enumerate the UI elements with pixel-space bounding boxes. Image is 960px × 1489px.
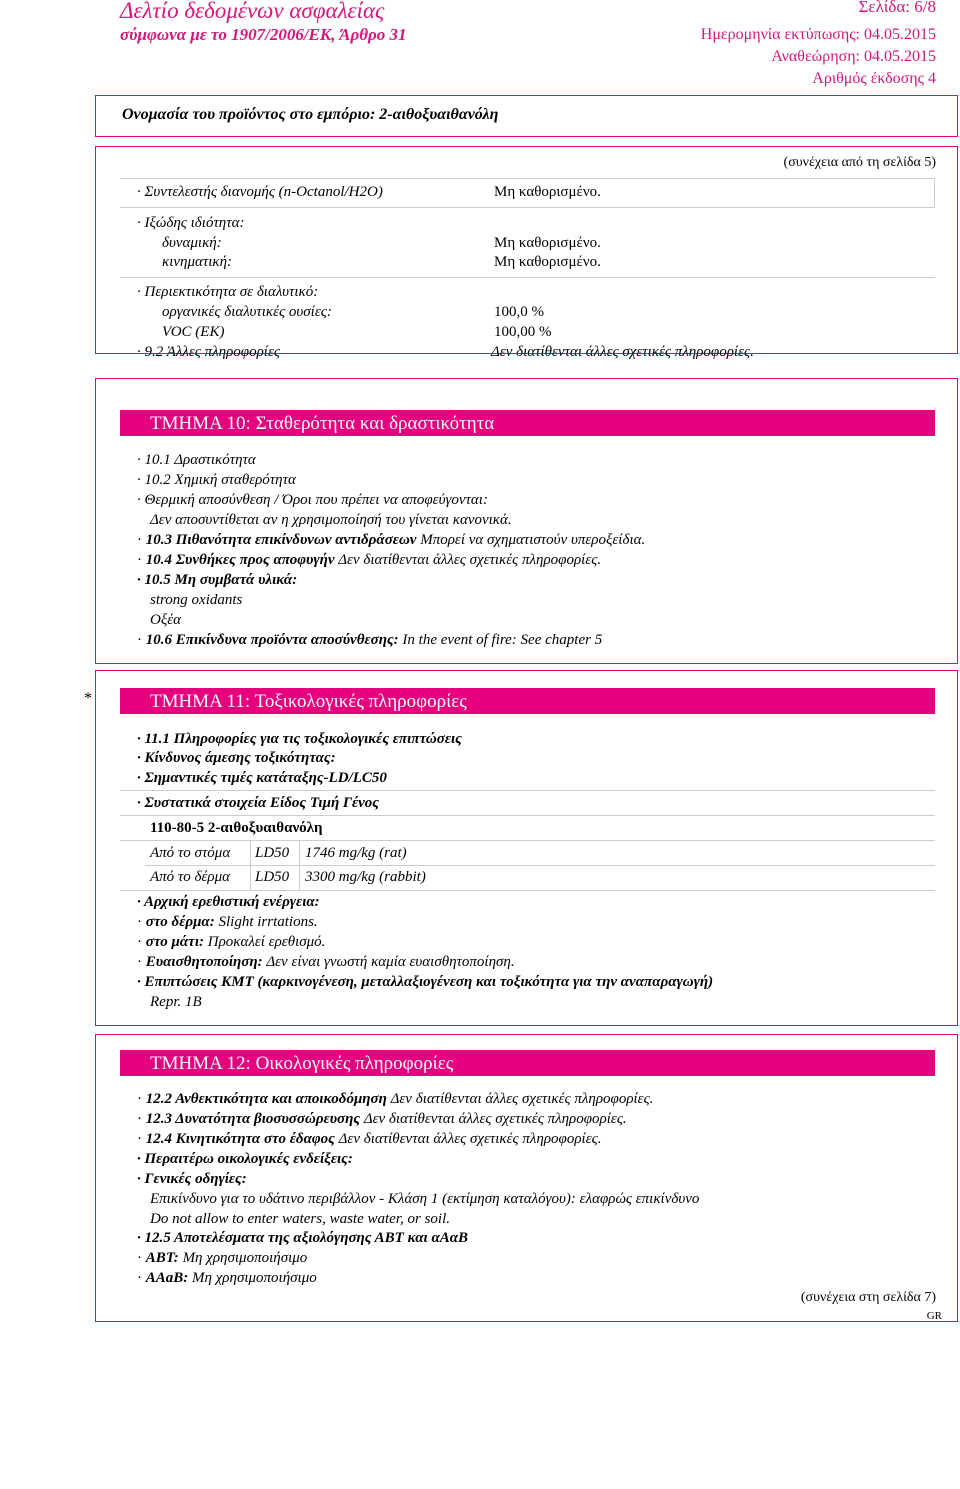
continued-from: (συνέχεια από τη σελίδα 5): [783, 155, 936, 170]
sec11-box-top: [95, 670, 958, 671]
s11-row2-type: LD50: [255, 869, 290, 885]
other-info-value: Δεν διατίθενται άλλες σχετικές πληροφορίες.: [491, 344, 754, 360]
document-title: Δελτίο δεδομένων ασφαλείας: [120, 0, 385, 23]
s12-water-hazard: Επικίνδυνο για το υδάτινο περιβάλλον - Κλάση 1 (εκτίμηση καταλόγου): ελαφρώς επικίνδυνο: [150, 1191, 700, 1207]
s11-table-rule-4: [145, 865, 935, 866]
organic-label: οργανικές διαλυτικές ουσίες:: [162, 304, 332, 320]
product-name: Ονομασία του προϊόντος στο εμπόριο: 2-αιθοξυαιθανόλη: [122, 106, 499, 123]
page-number: Σελίδα: 6/8: [858, 0, 936, 16]
s12-mobility-label: 12.4 Κινητικότητα στο έδαφος: [145, 1131, 335, 1147]
s12-pbt-results: · 12.5 Αποτελέσματα της αξιολόγησης ΑΒΤ και αΑαΒ: [137, 1230, 468, 1247]
s11-substance: 110-80-5 2-αιθοξυαιθανόλη: [150, 820, 323, 836]
viscosity-label: · Ιξώδης ιδιότητα:: [137, 215, 245, 232]
sec10-box-top: [95, 378, 958, 379]
s11-ld-lc50: · Σημαντικές τιμές κατάταξης-LD/LC50: [137, 770, 387, 787]
s10-decomposition-value: In the event of fire: See chapter 5: [402, 632, 603, 648]
sec12-box-top: [95, 1034, 958, 1035]
s11-sens-value: Δεν είναι γνωστή καμία ευαισθητοποίηση.: [266, 954, 515, 970]
s10-reactivity: · 10.1 Δραστικότητα: [137, 452, 256, 469]
s11-row1-value: 1746 mg/kg (rat): [305, 845, 407, 861]
s12-bioaccumulation-value: Δεν διατίθενται άλλες σχετικές πληροφορίες.: [363, 1111, 627, 1127]
s11-table-header: · Συστατικά στοιχεία Είδος Τιμή Γένος: [137, 795, 379, 812]
sec9-box-right: [957, 146, 958, 354]
s11-table-rule-3: [120, 840, 935, 841]
s12-vpvb-label: AAaB:: [145, 1270, 189, 1286]
sec10-box-bottom: [95, 663, 958, 664]
version-number: Αριθμός έκδοσης 4: [812, 70, 936, 87]
sec12-box-right: [957, 1034, 958, 1322]
s11-cmr-label: · Επιπτώσεις ΚΜΤ (καρκινογένεση, μεταλλαξιογένεση και τοξικότητα για την αναπαραγωγή): [137, 974, 713, 991]
sec9-row2-bottom: [120, 277, 935, 278]
print-date: Ημερομηνία εκτύπωσης: 04.05.2015: [700, 26, 936, 43]
document-subtitle: σύμφωνα με το 1907/2006/ΕΚ, Άρθρο 31: [120, 25, 407, 44]
s11-table-rule-5: [120, 890, 935, 891]
s11-row2-value: 3300 mg/kg (rabbit): [305, 869, 426, 885]
s12-bioaccumulation-label: 12.3 Δυνατότητα βιοσυσσώρευσης: [145, 1111, 361, 1127]
section-10-title: ΤΜΗΜΑ 10: Σταθερότητα και δραστικότητα: [150, 413, 495, 434]
product-box-bottom: [95, 136, 958, 137]
sec9-box-left: [95, 146, 96, 354]
sec10-box-right: [957, 378, 958, 664]
s11-row1-type: LD50: [255, 845, 290, 861]
s12-persistence-label: 12.2 Ανθεκτικότητα και αποικοδόμηση: [145, 1091, 387, 1107]
s12-mobility-value: Δεν διατίθενται άλλες σχετικές πληροφορίες.: [338, 1131, 602, 1147]
s10-incompatible-2: Οξέα: [150, 612, 182, 628]
continued-to: (συνέχεια στη σελίδα 7): [800, 1290, 936, 1305]
revision-date: Αναθεώρηση: 04.05.2015: [771, 48, 936, 65]
s10-hazardous-reactions-label: 10.3 Πιθανότητα επικίνδυνων αντιδράσεων: [145, 532, 417, 548]
language-code: GR: [926, 1310, 942, 1322]
s10-hazardous-reactions-value: Μπορεί να σχηματιστούν υπεροξείδια.: [420, 532, 646, 548]
s11-table-col-1: [250, 840, 251, 890]
s10-incompatible: · 10.5 Μη συμβατά υλικά:: [137, 572, 297, 589]
s12-general: · Γενικές οδηγίες:: [137, 1171, 247, 1188]
s11-cmr-value: Repr. 1B: [150, 994, 202, 1010]
sec12-box-bottom: [95, 1321, 958, 1322]
sec9-box-top: [95, 146, 958, 147]
other-info-label: · 9.2 Άλλες πληροφορίες: [137, 344, 280, 361]
section-11-header: [120, 688, 935, 714]
s10-thermal: · Θερμική αποσύνθεση / Όροι που πρέπει να αποφεύγονται:: [137, 492, 488, 509]
section-12-title: ΤΜΗΜΑ 12: Οικολογικές πληροφορίες: [150, 1053, 454, 1074]
s12-pbt-value: Μη χρησιμοποιήσιμο: [182, 1250, 308, 1266]
s11-toxicological: · 11.1 Πληροφορίες για τις τοξικολογικές επιπτώσεις: [137, 731, 462, 748]
s12-further: · Περαιτέρω οικολογικές ενδείξεις:: [137, 1151, 353, 1168]
s10-decomposition-label: 10.6 Επικίνδυνα προϊόντα αποσύνθεσης:: [145, 632, 399, 648]
s11-acute: · Κίνδυνος άμεσης τοξικότητας:: [137, 750, 336, 767]
section-10-header: [120, 410, 935, 436]
s11-eye-value: Προκαλεί ερεθισμό.: [207, 934, 326, 950]
s12-pbt-label: ABT:: [145, 1250, 179, 1266]
s11-row1-route: Από το στόμα: [150, 845, 231, 861]
product-box-left: [95, 95, 96, 137]
s12-do-not-allow: Do not allow to enter waters, waste water, or soil.: [150, 1211, 451, 1227]
voc-label: VOC (EK): [162, 324, 225, 340]
s10-conditions-value: Δεν διατίθενται άλλες σχετικές πληροφορίες.: [338, 552, 602, 568]
s11-irritation: · Αρχική ερεθιστική ενέργεια:: [137, 894, 320, 911]
s10-thermal-value: Δεν αποσυντίθεται αν η χρησιμοποίησή του γίνεται κανονικά.: [150, 512, 512, 528]
s11-table-rule-2: [120, 815, 935, 816]
s10-stability: · 10.2 Χημική σταθερότητα: [137, 472, 296, 489]
s11-table-rule-1: [120, 790, 935, 791]
voc-value: 100,00 %: [494, 324, 552, 340]
solvent-label: · Περιεκτικότητα σε διαλυτικό:: [137, 284, 318, 301]
partition-label: · Συντελεστής διανομής (n-Octanol/H2O): [137, 184, 383, 201]
sec11-box-left: [95, 670, 96, 1026]
s11-skin-value: Slight irrtations.: [218, 914, 318, 930]
sec9-row1-bottom: [120, 207, 935, 208]
sec9-row1-top: [120, 178, 935, 179]
s11-row2-route: Από το δέρμα: [150, 869, 231, 885]
sec12-box-left: [95, 1034, 96, 1322]
kinematic-label: κινηματική:: [162, 254, 233, 270]
s11-eye-label: στο μάτι:: [145, 934, 204, 950]
s11-table-col-2: [299, 840, 300, 890]
kinematic-value: Μη καθορισμένο.: [494, 254, 601, 270]
product-box-top: [95, 95, 958, 96]
partition-value: Μη καθορισμένο.: [494, 184, 601, 200]
dynamic-label: δυναμική:: [162, 235, 222, 251]
s12-persistence-value: Δεν διατίθενται άλλες σχετικές πληροφορίες.: [390, 1091, 654, 1107]
s10-conditions-label: 10.4 Συνθήκες προς αποφυγήν: [145, 552, 335, 568]
section-12-header: [120, 1050, 935, 1076]
product-box-right: [957, 95, 958, 137]
section-11-title: ΤΜΗΜΑ 11: Τοξικολογικές πληροφορίες: [150, 691, 467, 712]
sec10-box-left: [95, 378, 96, 664]
revision-marker: *: [84, 690, 92, 707]
dynamic-value: Μη καθορισμένο.: [494, 235, 601, 251]
s12-vpvb-value: Μη χρησιμοποιήσιμο: [192, 1270, 317, 1286]
s10-incompatible-1: strong oxidants: [150, 592, 243, 608]
sec9-row1-right: [934, 178, 935, 208]
s11-sens-label: Ευαισθητοποίηση:: [145, 954, 263, 970]
s11-skin-label: στο δέρμα:: [145, 914, 215, 930]
organic-value: 100,0 %: [494, 304, 544, 320]
sec11-box-bottom: [95, 1025, 958, 1026]
sec11-box-right: [957, 670, 958, 1026]
